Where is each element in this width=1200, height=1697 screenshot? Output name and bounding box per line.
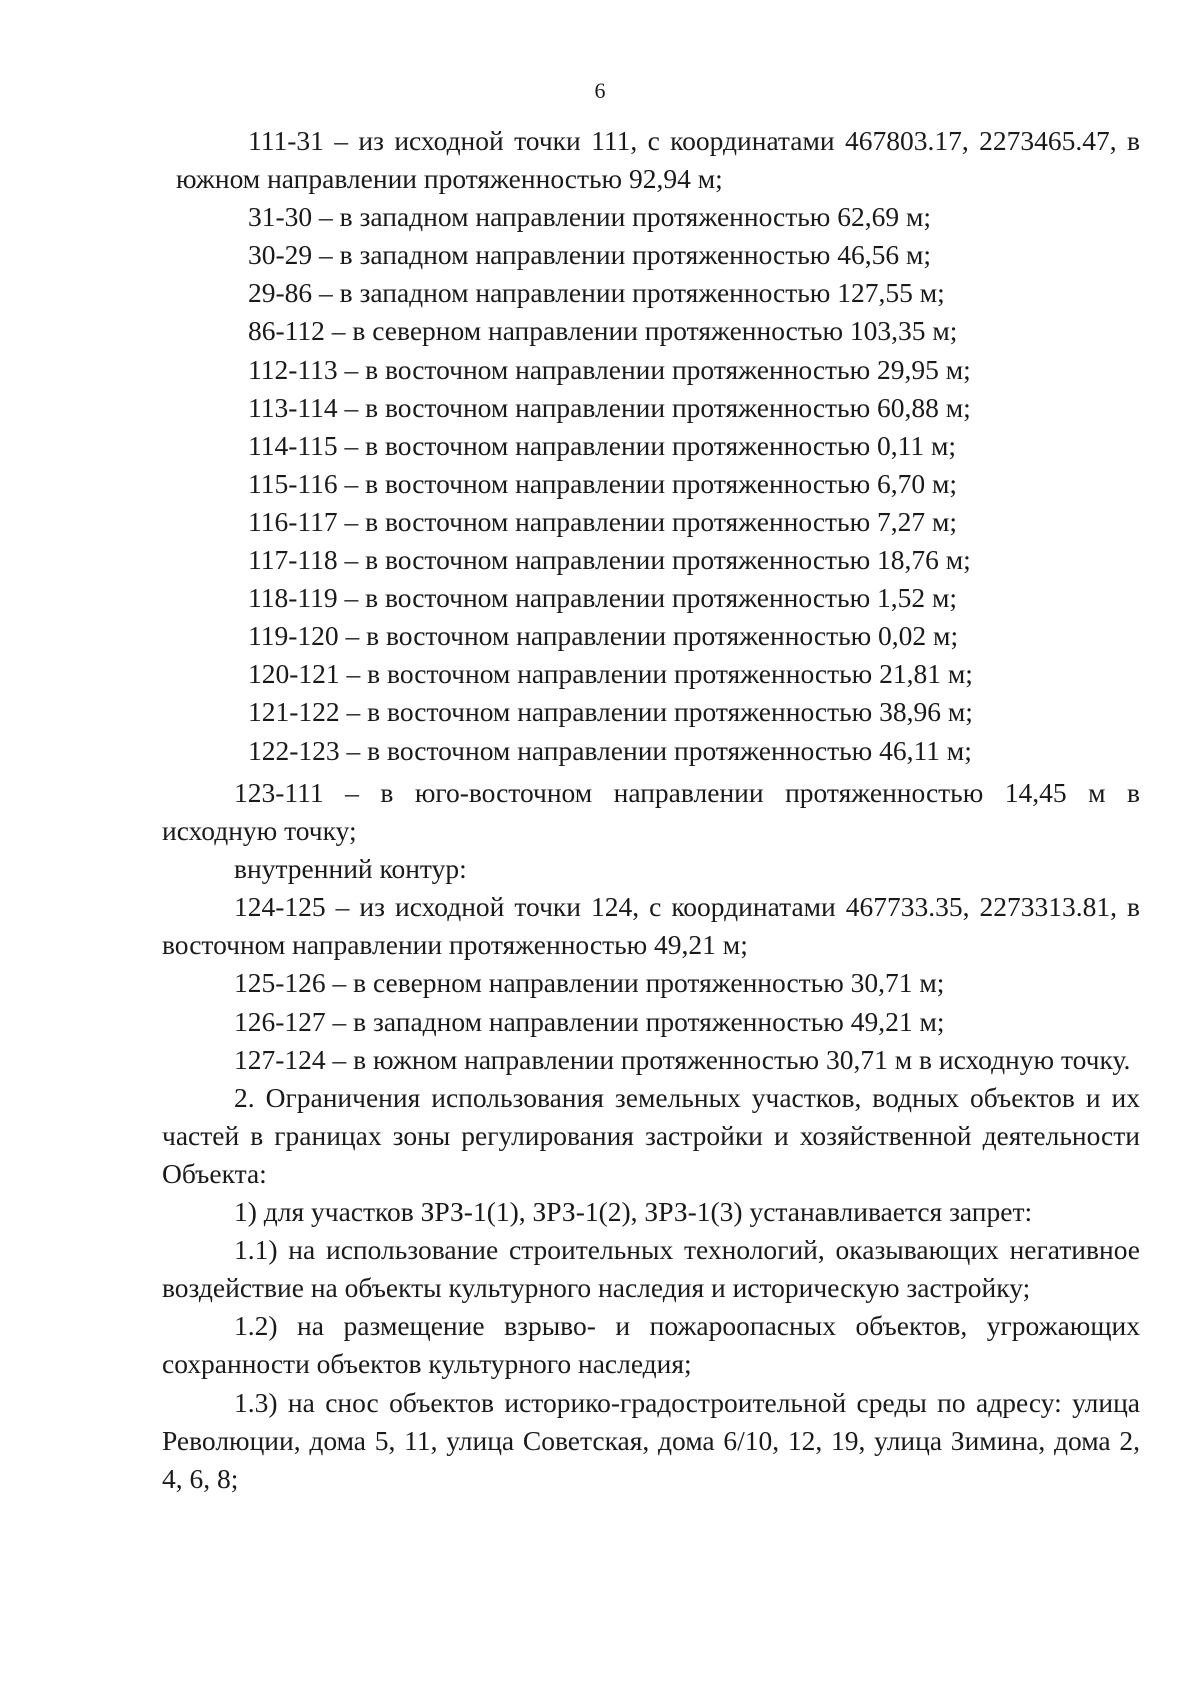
paragraph: 112-113 – в восточном направлении протяженностью 29,95 м; xyxy=(248,353,971,385)
paragraph: 1.3) на снос объектов историко-градостроительной среды по адресу: улица Революции, дома 5, 11, улица Советская, дома 6/10, 12, 19, улица Зимина, дома 2, 4, 6, 8; xyxy=(162,1386,1140,1494)
paragraph: 29-86 – в западном направлении протяженностью 127,55 м; xyxy=(248,277,945,309)
paragraph: 2. Ограничения использования земельных участков, водных объектов и их частей в границах зоны регулирования застройки и хозяйственной деятельности Объекта: xyxy=(162,1081,1140,1189)
paragraph: 119-120 – в восточном направлении протяженностью 0,02 м; xyxy=(248,620,959,652)
paragraph: 126-127 – в западном направлении протяженностью 49,21 м; xyxy=(234,1005,945,1037)
paragraph: 116-117 – в восточном направлении протяженностью 7,27 м; xyxy=(248,505,958,537)
paragraph: 111-31 – из исходной точки 111, с координатами 467803.17, 2273465.47, в южном направлении протяженностью 92,94 м; xyxy=(176,125,1140,195)
paragraph: 113-114 – в восточном направлении протяженностью 60,88 м; xyxy=(248,391,971,423)
paragraph: 1.1) на использование строительных технологий, оказывающих негативное воздействие на объекты культурного наследия и историческую застройку; xyxy=(162,1234,1140,1304)
paragraph: 125-126 – в северном направлении протяженностью 30,71 м; xyxy=(234,967,945,999)
paragraph: 117-118 – в восточном направлении протяженностью 18,76 м; xyxy=(248,544,971,576)
upper-text-block xyxy=(176,122,1140,770)
paragraph: внутренний контур: xyxy=(234,853,467,885)
paragraph: 121-122 – в восточном направлении протяженностью 38,96 м; xyxy=(248,696,973,728)
paragraph: 30-29 – в западном направлении протяженностью 46,56 м; xyxy=(248,239,932,271)
paragraph: 127-124 – в южном направлении протяженностью 30,71 м в исходную точку. xyxy=(234,1043,1131,1075)
paragraph: 31-30 – в западном направлении протяженностью 62,69 м; xyxy=(248,201,932,233)
paragraph: 124-125 – из исходной точки 124, с координатами 467733.35, 2273313.81, в восточном направлении протяженностью 49,21 м; xyxy=(162,891,1140,961)
paragraph: 122-123 – в восточном направлении протяженностью 46,11 м; xyxy=(248,734,972,766)
paragraph: 86-112 – в северном направлении протяженностью 103,35 м; xyxy=(248,315,958,347)
paragraph: 120-121 – в восточном направлении протяженностью 21,81 м; xyxy=(248,658,973,690)
paragraph: 118-119 – в восточном направлении протяженностью 1,52 м; xyxy=(248,582,958,614)
lower-text-block xyxy=(162,774,1140,1498)
paragraph: 114-115 – в восточном направлении протяженностью 0,11 м; xyxy=(248,429,957,461)
paragraph: 115-116 – в восточном направлении протяженностью 6,70 м; xyxy=(248,467,958,499)
paragraph: 123-111 – в юго-восточном направлении протяженностью 14,45 м в исходную точку; xyxy=(162,777,1140,847)
paragraph: 1.2) на размещение взрыво- и пожароопасных объектов, угрожающих сохранности объектов культурного наследия; xyxy=(162,1310,1140,1380)
page-number: 6 xyxy=(594,78,606,103)
paragraph: 1) для участков ЗРЗ-1(1), ЗРЗ-1(2), ЗРЗ-1(3) устанавливается запрет: xyxy=(234,1196,1033,1228)
